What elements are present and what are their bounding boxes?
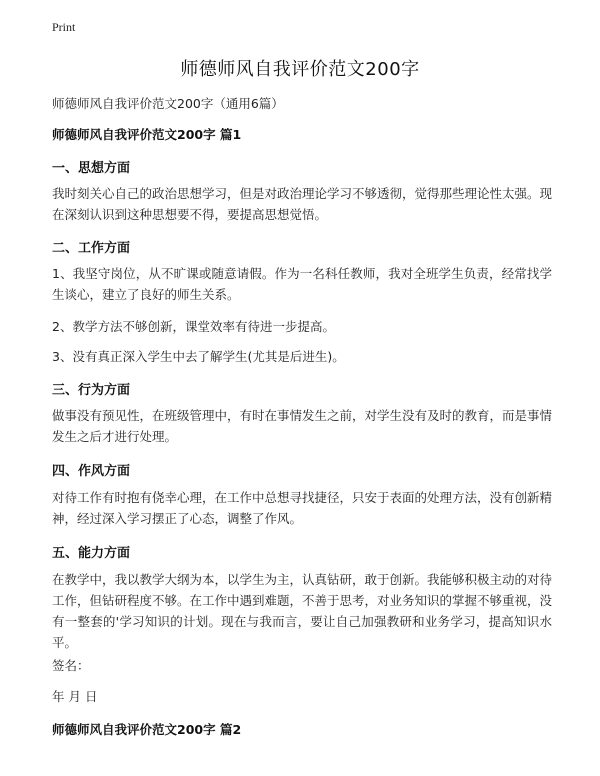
section-work-paragraph-2: 2、教学方法不够创新，课堂效率有待进一步提高。 <box>52 319 335 334</box>
section-ability-paragraph: 在教学中，我以教学大纲为本，以学生为主，认真钻研，敢于创新。我能够积极主动的对待工作，但钻研程度不够。在工作中遇到难题，不善于思考，对业务知识的掌握不够重视，没有一整套的'学习知识的计划。现在与我而言，要让自己加强教研和业务学习，提高知识水平。 <box>52 572 553 650</box>
section-heading-style: 四、作风方面 <box>52 464 131 479</box>
section-heading-thought: 一、思想方面 <box>52 161 131 176</box>
section-work-paragraph-1: 1、我坚守岗位，从不旷课或随意请假。作为一名科任教师，我对全班学生负责，经常找学生谈心，建立了良好的师生关系。 <box>52 266 552 302</box>
date-label: 年 月 日 <box>52 689 98 704</box>
section-heading-behavior: 三、行为方面 <box>52 383 131 398</box>
section-style-paragraph: 对待工作有时抱有侥幸心理，在工作中总想寻找捷径，只安于表面的处理方法，没有创新精神，经过深入学习摆正了心态，调整了作风。 <box>52 490 553 526</box>
section-behavior-paragraph: 做事没有预见性，在班级管理中，有时在事情发生之前，对学生没有及时的教育，而是事情发生之后才进行处理。 <box>52 408 553 444</box>
page-title: 师德师风自我评价范文200字 <box>180 59 420 80</box>
print-label[interactable]: Print <box>52 20 76 34</box>
section-work-paragraph-3: 3、没有真正深入学生中去了解学生(尤其是后进生)。 <box>52 349 345 364</box>
article-2-heading: 师德师风自我评价范文200字 篇2 <box>52 722 242 737</box>
section-heading-ability: 五、能力方面 <box>52 546 131 561</box>
section-thought-paragraph: 我时刻关心自己的政治思想学习，但是对政治理论学习不够透彻，觉得那些理论性太强。现在深刻认识到这种思想要不得，要提高思想觉悟。 <box>52 186 553 222</box>
signature-label: 签名： <box>52 658 90 673</box>
article-1-heading: 师德师风自我评价范文200字 篇1 <box>52 127 242 142</box>
document-subtitle: 师德师风自我评价范文200字（通用6篇） <box>52 96 284 111</box>
section-heading-work: 二、工作方面 <box>52 241 131 256</box>
